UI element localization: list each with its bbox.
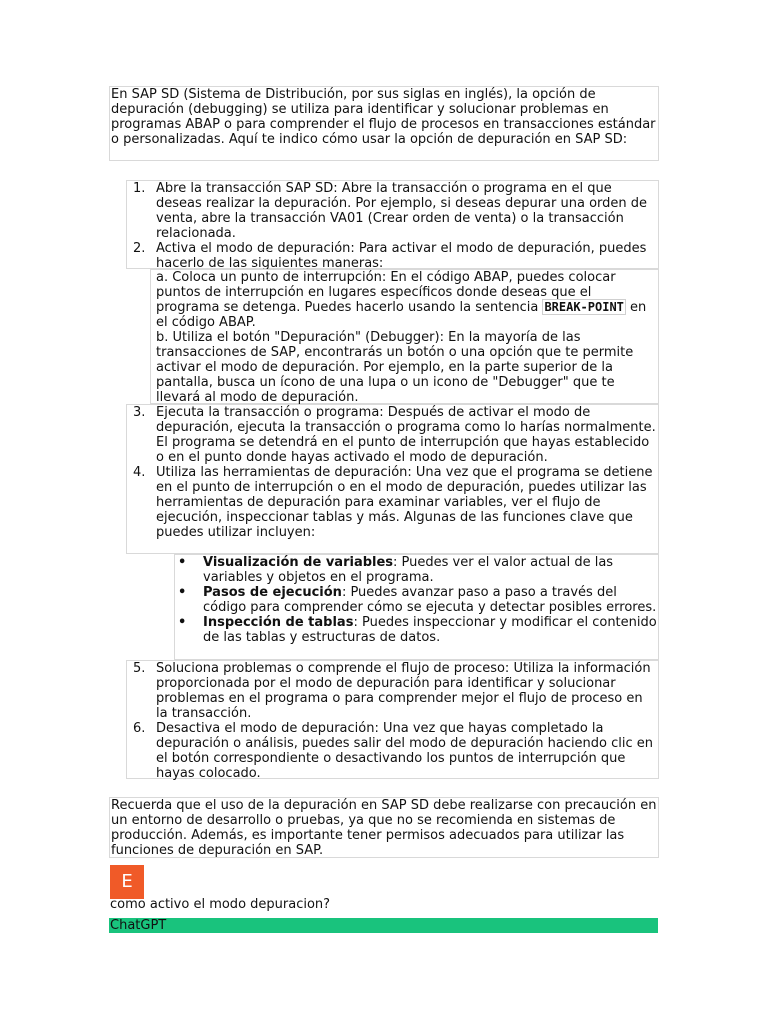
steps-list-part-2 xyxy=(126,404,659,554)
method-a xyxy=(156,270,658,330)
tool-description: : Puedes avanzar paso a paso a través del código para comprender cómo se ejecuta y detectar posibles errores. xyxy=(203,585,657,615)
list-number: 4. xyxy=(133,465,146,480)
list-item-text: Desactiva el modo de depuración: Una vez que hayas completado la depuración o análisis, puedes salir del modo de depuración haciendo clic en el botón correspondiente o desactivando los puntos de interrupción que hayas colocado. xyxy=(156,721,654,781)
list-item-text: Ejecuta la transacción o programa: Después de activar el modo de depuración, ejecuta la transacción o programa como lo harías normalmente. El programa se detendrá en el punto de interrupción que hayas establecido o en el punto donde hayas activado el modo de depuración. xyxy=(156,405,656,465)
list-number: 3. xyxy=(133,405,146,420)
list-item xyxy=(175,585,658,615)
list-number: 1. xyxy=(133,181,146,196)
closing-paragraph xyxy=(109,797,659,858)
tool-description: : Puedes inspeccionar y modificar el contenido de las tablas y estructuras de datos. xyxy=(203,615,657,645)
list-item xyxy=(127,405,658,465)
list-item xyxy=(175,615,658,645)
list-item-text: Abre la transacción SAP SD: Abre la transacción o programa en el que deseas realizar la depuración. Por ejemplo, si deseas depurar una orden de venta, abre la transacción VA01 (Crear orden de venta) o la transacción relacionada. xyxy=(156,181,648,241)
bullet-icon: • xyxy=(178,585,187,600)
method-a-text-end: en el código ABAP. xyxy=(156,300,647,330)
assistant-label-bar: ChatGPT xyxy=(109,918,658,933)
list-number: 6. xyxy=(133,721,146,736)
method-b: b. Utiliza el botón "Depuración" (Debugger): En la mayoría de las transacciones de SAP, encontrarás un botón o una opción que te permite activar el modo de depuración. Por ejemplo, en la parte superior de la pantalla, busca un ícono de una lupa o un icono de "Debugger" que te llevará al modo de depuración. xyxy=(156,330,634,405)
closing-text: Recuerda que el uso de la depuración en SAP SD debe realizarse con precaución en un entorno de desarrollo o pruebas, ya que no se recomienda en sistemas de producción. Además, es importante tener permisos adecuados para utilizar las funciones de depuración en SAP. xyxy=(111,798,657,858)
user-question: como activo el modo depuracion? xyxy=(110,897,331,912)
debug-activation-methods xyxy=(150,269,659,404)
method-a-text: a. Coloca un punto de interrupción: En el código ABAP, puedes colocar puntos de interrupción en lugares específicos donde deseas que el programa se detenga. Puedes hacerlo usando la sentencia xyxy=(156,270,616,315)
tool-term: Inspección de tablas xyxy=(203,615,354,630)
tool-description: : Puedes ver el valor actual de las variables y objetos en el programa. xyxy=(203,555,614,585)
list-item xyxy=(127,465,658,540)
bullet-icon: • xyxy=(178,615,187,630)
tool-term: Pasos de ejecución xyxy=(203,585,342,600)
intro-paragraph xyxy=(109,86,659,161)
list-item-text: Utiliza las herramientas de depuración: Una vez que el programa se detiene en el punto de interrupción o en el modo de depuración, puedes utilizar las herramientas de depuración para examinar variables, ver el flujo de ejecución, inspeccionar tablas y más. Algunas de las funciones clave que puedes utilizar incluyen: xyxy=(156,465,653,540)
debugger-tools-list xyxy=(174,554,659,660)
tool-term: Visualización de variables xyxy=(203,555,394,570)
list-number: 5. xyxy=(133,661,146,676)
steps-list-part-3 xyxy=(126,660,659,779)
break-point-code: BREAK-POINT xyxy=(544,300,624,314)
steps-list-part-1 xyxy=(126,180,659,269)
bullet-icon: • xyxy=(178,555,187,570)
list-item xyxy=(127,721,658,781)
list-item xyxy=(127,661,658,721)
list-item xyxy=(127,181,658,241)
list-item xyxy=(127,241,658,271)
list-item-text: Activa el modo de depuración: Para activar el modo de depuración, puedes hacerlo de las siguientes maneras: xyxy=(156,241,647,271)
list-item xyxy=(175,555,658,585)
intro-text: En SAP SD (Sistema de Distribución, por sus siglas en inglés), la opción de depuración (debugging) se utiliza para identificar y solucionar problemas en programas ABAP o para comprender el flujo de procesos en transacciones estándar o personalizadas. Aquí te indico cómo usar la opción de depuración en SAP SD: xyxy=(111,87,656,147)
list-item-text: Soluciona problemas o comprende el flujo de proceso: Utiliza la información proporcionada por el modo de depuración para identificar y solucionar problemas en el programa o para comprender mejor el flujo de proceso en la transacción. xyxy=(156,661,651,721)
user-avatar: E xyxy=(110,865,144,899)
list-number: 2. xyxy=(133,241,146,256)
